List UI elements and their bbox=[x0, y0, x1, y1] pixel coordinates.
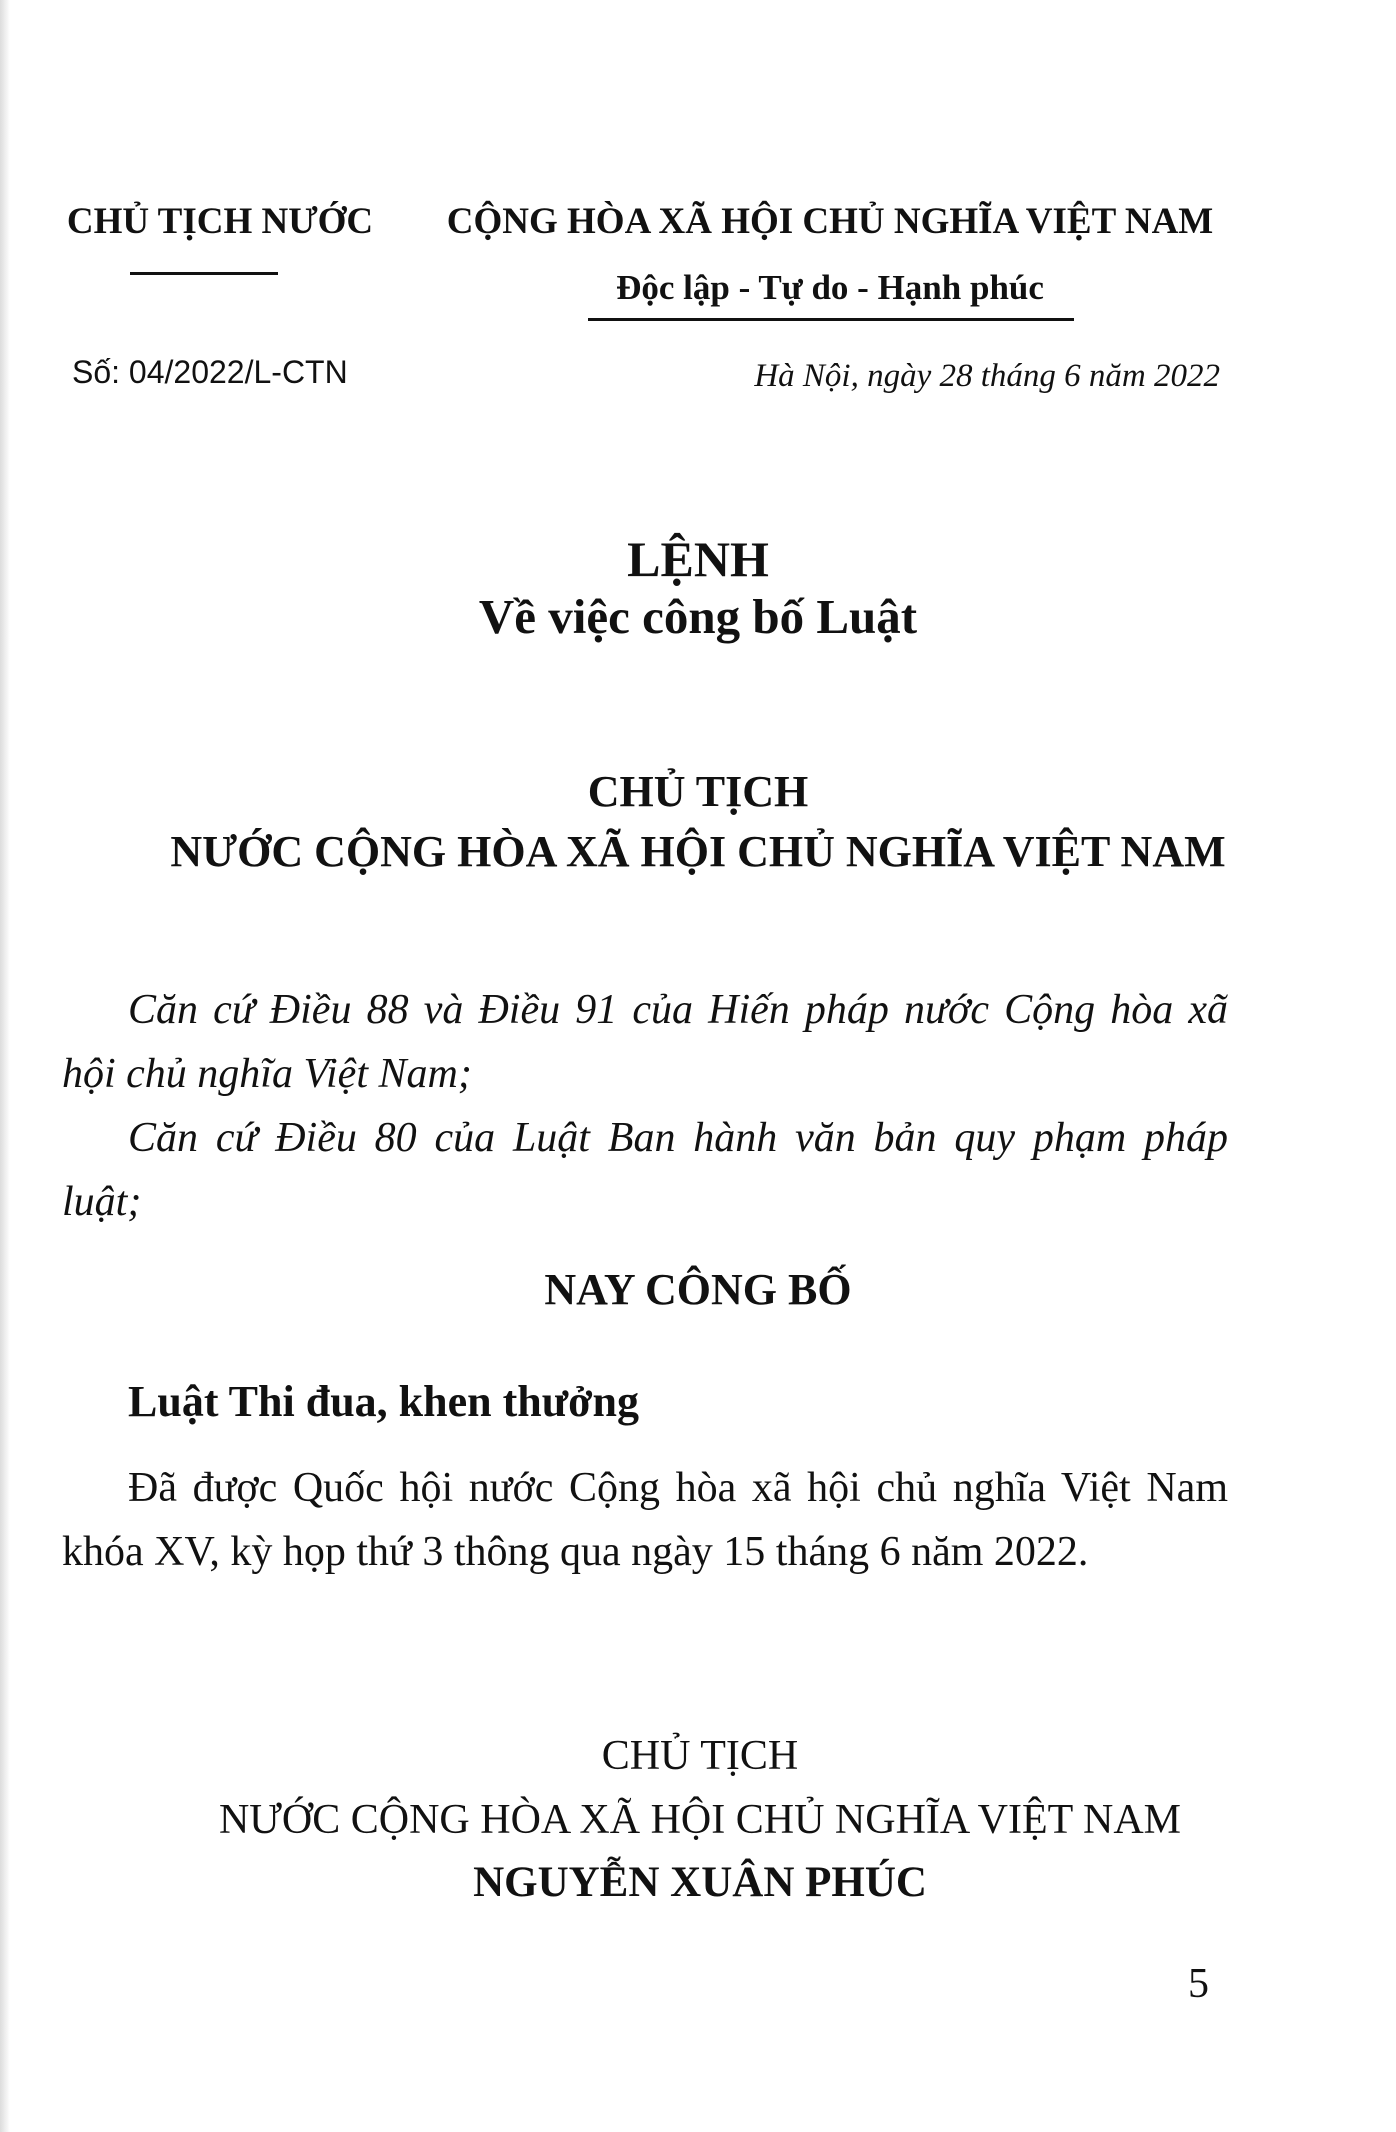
motto-rule bbox=[588, 318, 1074, 321]
document-number: Số: 04/2022/L-CTN bbox=[72, 354, 348, 390]
passage-paragraph: Đã được Quốc hội nước Cộng hòa xã hội chủ nghĩa Việt Nam khóa XV, kỳ họp thứ 3 thông qua ngày 15 tháng 6 năm 2022. bbox=[62, 1465, 1228, 1575]
signature-title: CHỦ TỊCH bbox=[601, 1733, 799, 1779]
page-edge-shadow bbox=[0, 0, 10, 2132]
document-type: LỆNH bbox=[627, 531, 769, 587]
legal-basis-paragraph: Căn cứ Điều 80 của Luật Ban hành văn bản quy phạm pháp luật; bbox=[62, 1115, 1228, 1225]
proclamation-heading: NAY CÔNG BỐ bbox=[544, 1265, 852, 1314]
law-name: Luật Thi đua, khen thưởng bbox=[128, 1377, 639, 1426]
page-number: 5 bbox=[1188, 1961, 1209, 2007]
authority-state: NƯỚC CỘNG HÒA XÃ HỘI CHỦ NGHĨA VIỆT NAM bbox=[170, 827, 1226, 876]
issuing-body-rule bbox=[130, 272, 278, 275]
signatory-name: NGUYỄN XUÂN PHÚC bbox=[473, 1859, 927, 1906]
place-date: Hà Nội, ngày 28 tháng 6 năm 2022 bbox=[754, 358, 1220, 394]
signature-state: NƯỚC CỘNG HÒA XÃ HỘI CHỦ NGHĨA VIỆT NAM bbox=[218, 1797, 1182, 1843]
national-motto: Độc lập - Tự do - Hạnh phúc bbox=[616, 268, 1044, 307]
document-subject: Về việc công bố Luật bbox=[478, 589, 918, 644]
authority-title: CHỦ TỊCH bbox=[587, 767, 809, 816]
legal-basis-paragraph: Căn cứ Điều 88 và Điều 91 của Hiến pháp nước Cộng hòa xã hội chủ nghĩa Việt Nam; bbox=[62, 987, 1228, 1097]
national-title: CỘNG HÒA XÃ HỘI CHỦ NGHĨA VIỆT NAM bbox=[446, 201, 1214, 242]
issuing-body: CHỦ TỊCH NƯỚC bbox=[66, 201, 374, 242]
